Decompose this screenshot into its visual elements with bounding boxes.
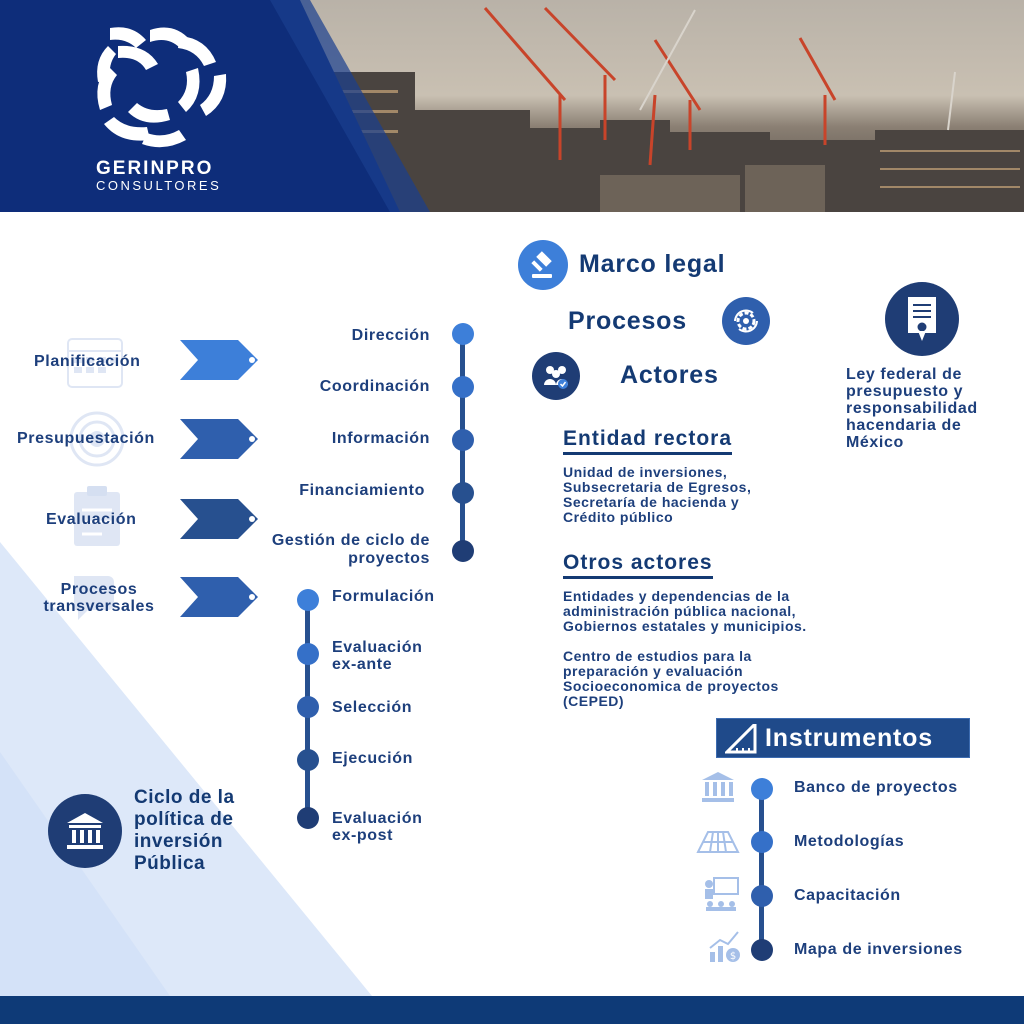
entidad-rectora-title: Entidad rectora <box>563 427 732 455</box>
chevron-arrow-icon <box>180 340 260 380</box>
timeline-dot <box>452 376 474 398</box>
timeline-dot <box>452 429 474 451</box>
stage-label: Información <box>331 430 430 447</box>
chevron-arrow-icon <box>180 499 260 539</box>
cycle-title: Ciclo de la política de inversión Pública <box>134 787 235 874</box>
stage-label: Coordinación <box>319 378 430 395</box>
law-text: Ley federal de presupuesto y responsabilidad hacendaria de México <box>846 366 978 451</box>
brand-subtitle: CONSULTORES <box>96 178 222 193</box>
instrument-label: Metodologías <box>794 833 905 850</box>
timeline-dot <box>751 831 773 853</box>
otros-actores-title: Otros actores <box>563 551 713 579</box>
svg-text:$: $ <box>729 951 737 962</box>
stage-label: Selección <box>332 699 413 716</box>
category-label-planificacion: Planificación <box>34 353 141 370</box>
otros-actores-text-2: Centro de estudios para la preparación y evaluación Socioeconomica de proyectos (CEPED) <box>563 648 779 709</box>
ruler-triangle-icon <box>725 724 757 754</box>
category-label-presupuestacion: Presupuestación <box>17 430 155 447</box>
header-banner <box>0 0 1024 212</box>
instrumentos-line <box>759 790 764 950</box>
category-label-evaluacion: Evaluación <box>46 511 137 528</box>
gavel-icon <box>518 240 568 290</box>
training-icon <box>702 876 740 917</box>
otros-actores-text-1: Entidades y dependencias de la administración pública nacional, Gobiernos estatales y municipios. <box>563 588 807 634</box>
stage-label: Financiamiento <box>299 482 425 499</box>
chevron-arrow-icon <box>180 577 260 617</box>
timeline-dot <box>297 589 319 611</box>
gear-cycle-icon <box>722 297 770 345</box>
grid-icon <box>696 828 740 859</box>
timeline-dot <box>452 540 474 562</box>
timeline-dot <box>751 939 773 961</box>
stage-label: Evaluación ex-post <box>332 810 423 844</box>
certificate-document-icon <box>885 282 959 356</box>
stage-label: Gestión de ciclo de proyectos <box>271 532 430 567</box>
entidad-rectora-text: Unidad de inversiones, Subsecretaria de Egresos, Secretaría de hacienda y Crédito público <box>563 464 752 525</box>
brand-name: GERINPRO <box>96 158 214 179</box>
government-building-icon <box>48 794 122 868</box>
growth-chart-icon <box>708 930 742 969</box>
timeline-dot <box>452 482 474 504</box>
timeline-dot <box>297 643 319 665</box>
footer-bar <box>0 996 1024 1024</box>
timeline-dot <box>297 696 319 718</box>
instrumentos-title: Instrumentos <box>765 724 933 752</box>
timeline-dot <box>297 807 319 829</box>
timeline-dot <box>751 778 773 800</box>
timeline-dot <box>297 749 319 771</box>
instrument-label: Capacitación <box>794 887 901 904</box>
stage-label: Ejecución <box>332 750 413 767</box>
instrument-label: Banco de proyectos <box>794 779 958 796</box>
chevron-arrow-icon <box>180 419 260 459</box>
timeline-dot <box>751 885 773 907</box>
stage-label: Formulación <box>332 588 435 605</box>
heading-procesos: Procesos <box>568 307 687 335</box>
heading-actores: Actores <box>620 361 719 389</box>
heading-marco-legal: Marco legal <box>579 250 726 278</box>
instrumentos-header <box>716 718 970 758</box>
stage-label: Evaluación ex-ante <box>332 639 423 673</box>
category-label-procesos-transversales: Procesos transversales <box>43 581 155 615</box>
instrument-label: Mapa de inversiones <box>794 941 963 958</box>
timeline-dot <box>452 323 474 345</box>
people-group-icon <box>532 352 580 400</box>
bank-icon <box>700 770 736 809</box>
stage-label: Dirección <box>351 327 430 344</box>
